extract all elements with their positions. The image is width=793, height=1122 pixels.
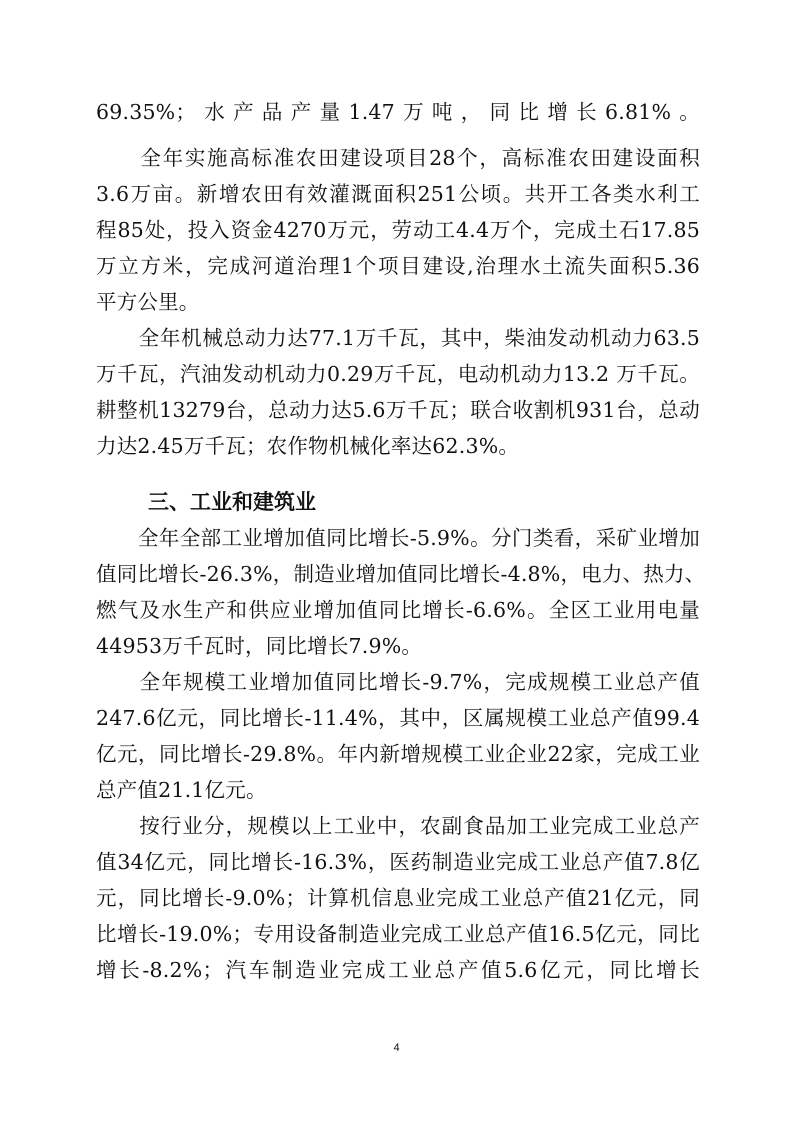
paragraph-line: 元，同比增长-9.0%；计算机信息业完成工业总产值21亿元，同 [96, 886, 700, 910]
paragraph-line: 44953万千瓦时，同比增长7.9%。 [96, 634, 423, 658]
page-number: 4 [393, 1042, 400, 1054]
paragraph-line: 程85处，投入资金4270万元，劳动工4.4万个，完成土石17.85 [96, 218, 700, 242]
paragraph-line: 值同比增长-26.3%，制造业增加值同比增长-4.8%，电力、热力、 [96, 562, 706, 586]
paragraph-line: 247.6亿元，同比增长-11.4%，其中，区属规模工业总产值99.4 [96, 706, 700, 730]
paragraph-line: 比增长-19.0%；专用设备制造业完成工业总产值16.5亿元，同比 [96, 922, 700, 946]
paragraph-line: 亿元，同比增长-29.8%。年内新增规模工业企业22家，完成工业 [96, 742, 700, 766]
paragraph-line: 值34亿元，同比增长-16.3%，医药制造业完成工业总产值7.8亿 [96, 850, 700, 874]
section-heading: 三、工业和建筑业 [148, 490, 316, 514]
paragraph-line: 全年机械总动力达77.1万千瓦，其中，柴油发动机动力63.5 [96, 326, 700, 350]
paragraph-line: 全年实施高标准农田建设项目28个，高标准农田建设面积 [96, 146, 700, 170]
paragraph-line: 万立方米，完成河道治理1个项目建设,治理水土流失面积5.36 [96, 254, 700, 278]
paragraph-line: 力达2.45万千瓦；农作物机械化率达62.3%。 [96, 434, 520, 458]
paragraph-line: 耕整机13279台，总动力达5.6万千瓦；联合收割机931台，总动 [96, 398, 700, 422]
paragraph-line: 平方公里。 [96, 290, 200, 314]
paragraph-line: 全年全部工业增加值同比增长-5.9%。分门类看，采矿业增加 [96, 526, 700, 550]
paragraph-line: 按行业分，规模以上工业中，农副食品加工业完成工业总产 [96, 814, 700, 838]
paragraph-line: 燃气及水生产和供应业增加值同比增长-6.6%。全区工业用电量 [96, 598, 700, 622]
paragraph-line: 3.6万亩。新增农田有效灌溉面积251公顷。共开工各类水利工 [96, 182, 700, 206]
paragraph-line: 增长-8.2%；汽车制造业完成工业总产值5.6亿元，同比增长 [96, 958, 700, 982]
paragraph-line: 69.35%；水产品产量1.47万吨，同比增长6.81%。 [96, 100, 700, 124]
paragraph-line: 全年规模工业增加值同比增长-9.7%，完成规模工业总产值 [96, 670, 700, 694]
paragraph-line: 万千瓦，汽油发动机动力0.29万千瓦，电动机动力13.2 万千瓦。 [96, 362, 700, 386]
paragraph-line: 总产值21.1亿元。 [96, 778, 267, 802]
